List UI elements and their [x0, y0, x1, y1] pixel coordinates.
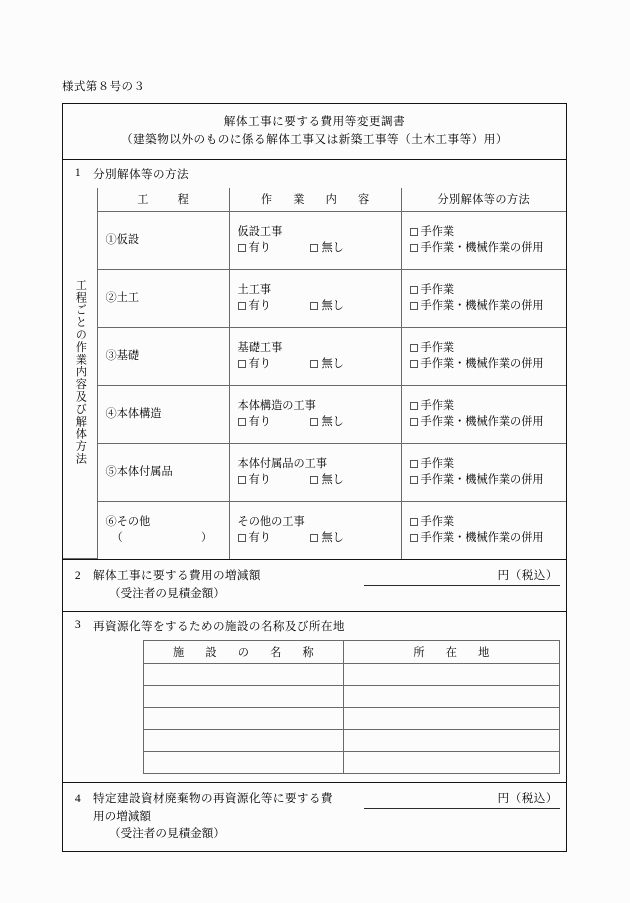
- checkbox-method-combined[interactable]: [410, 414, 567, 431]
- method-combined-label: 手作業・機械作業の併用: [420, 300, 544, 313]
- process-label: ⑤本体付属品: [105, 466, 173, 479]
- method-combined-label: 手作業・機械作業の併用: [420, 474, 544, 487]
- document-subtitle: （建築物以外のものに係る解体工事又は新築工事等（土木工事等）用）: [120, 132, 508, 146]
- checkbox-icon[interactable]: [310, 534, 318, 542]
- checkbox-icon[interactable]: [410, 534, 418, 542]
- table-row: [63, 385, 566, 443]
- section-2: [63, 560, 566, 612]
- checkbox-option-no[interactable]: [310, 298, 343, 315]
- checkbox-icon[interactable]: [410, 344, 418, 352]
- checkbox-option-yes[interactable]: [238, 240, 271, 257]
- facility-location-cell[interactable]: [343, 664, 559, 686]
- checkbox-icon[interactable]: [410, 360, 418, 368]
- checkbox-icon[interactable]: [410, 476, 418, 484]
- section-4-amount-unit: 円（税込）: [497, 792, 558, 806]
- option-yes-label: 有り: [248, 300, 271, 313]
- section-1: [63, 160, 566, 561]
- facility-name-cell[interactable]: [144, 708, 344, 730]
- section-4: [63, 783, 566, 851]
- title-band: [63, 104, 566, 160]
- facility-column-header-location: 所 在 地: [343, 641, 559, 664]
- section-4-title-line1: 特定建設資材廃棄物の再資源化等に要する費: [93, 792, 333, 806]
- process-cell: [97, 443, 229, 501]
- table-row: [63, 501, 566, 559]
- table-row: [144, 686, 560, 708]
- checkbox-icon[interactable]: [410, 518, 418, 526]
- facility-name-cell[interactable]: [144, 730, 344, 752]
- option-yes-label: 有り: [248, 532, 271, 545]
- section-2-subtitle: （受注者の見積金額）: [109, 586, 225, 600]
- section-3-title: 再資源化等をするための施設の名称及び所在地: [93, 620, 345, 634]
- method-cell: [401, 385, 566, 443]
- option-no-label: 無し: [321, 300, 344, 313]
- facility-name-cell[interactable]: [144, 752, 344, 774]
- process-cell: [97, 385, 229, 443]
- facility-table-wrap: [63, 640, 566, 782]
- table-row: [144, 664, 560, 686]
- checkbox-icon[interactable]: [310, 302, 318, 310]
- option-yes-label: 有り: [248, 474, 271, 487]
- checkbox-icon[interactable]: [238, 418, 246, 426]
- checkbox-icon[interactable]: [410, 418, 418, 426]
- checkbox-icon[interactable]: [410, 302, 418, 310]
- checkbox-option-no[interactable]: [310, 414, 343, 431]
- work-label: 本体構造の工事: [237, 399, 316, 412]
- checkbox-method-combined[interactable]: [410, 298, 567, 315]
- work-content-cell: [229, 211, 401, 269]
- demolition-method-table: [63, 188, 566, 560]
- checkbox-icon[interactable]: [238, 302, 246, 310]
- checkbox-icon[interactable]: [310, 418, 318, 426]
- table-row: [144, 708, 560, 730]
- table-row: [63, 211, 566, 269]
- facility-location-cell[interactable]: [343, 686, 559, 708]
- checkbox-method-manual[interactable]: [410, 282, 567, 299]
- process-label: ②土工: [105, 292, 140, 305]
- checkbox-option-no[interactable]: [310, 530, 343, 547]
- method-combined-label: 手作業・機械作業の併用: [420, 358, 544, 371]
- option-no-label: 無し: [321, 242, 344, 255]
- section-1-number: 1: [74, 165, 82, 179]
- checkbox-method-combined[interactable]: [410, 530, 567, 547]
- checkbox-method-combined[interactable]: [410, 472, 567, 489]
- work-label: その他の工事: [237, 515, 305, 528]
- option-yes-label: 有り: [248, 358, 271, 371]
- method-combined-label: 手作業・機械作業の併用: [420, 416, 544, 429]
- checkbox-icon[interactable]: [410, 402, 418, 410]
- checkbox-option-yes[interactable]: [238, 414, 271, 431]
- checkbox-method-manual[interactable]: [410, 514, 567, 531]
- section-4-amount-field[interactable]: [364, 790, 560, 809]
- work-content-cell: [229, 327, 401, 385]
- process-label: ③基礎: [105, 350, 140, 363]
- checkbox-method-manual[interactable]: [410, 224, 567, 241]
- form-frame: [62, 103, 567, 852]
- section-2-title: 解体工事に要する費用の増減額: [93, 569, 261, 583]
- process-cell: [97, 269, 229, 327]
- section-4-row: [63, 790, 566, 842]
- method-cell: [401, 443, 566, 501]
- checkbox-method-combined[interactable]: [410, 240, 567, 257]
- method-manual-label: 手作業: [420, 283, 455, 296]
- section-1-heading: [63, 160, 566, 188]
- option-no-label: 無し: [321, 474, 344, 487]
- work-content-cell: [229, 269, 401, 327]
- method-manual-label: 手作業: [420, 225, 455, 238]
- work-label: 仮設工事: [237, 225, 283, 238]
- checkbox-icon[interactable]: [410, 460, 418, 468]
- facility-location-cell[interactable]: [343, 708, 559, 730]
- section-4-subtitle: （受注者の見積金額）: [109, 827, 225, 840]
- checkbox-option-no[interactable]: [310, 472, 343, 489]
- checkbox-icon[interactable]: [238, 244, 246, 252]
- option-yes-label: 有り: [248, 242, 271, 255]
- option-yes-label: 有り: [248, 416, 271, 429]
- section-3: [63, 612, 566, 783]
- method-manual-label: 手作業: [420, 457, 455, 470]
- process-cell: [97, 327, 229, 385]
- form-number: 様式第８号の３: [62, 81, 146, 93]
- facility-name-cell[interactable]: [144, 686, 344, 708]
- method-manual-label: 手作業: [420, 399, 455, 412]
- checkbox-icon[interactable]: [238, 534, 246, 542]
- table-row: [144, 730, 560, 752]
- section-1-title: 分別解体等の方法: [93, 167, 189, 181]
- method-cell: [401, 269, 566, 327]
- document-title: 解体工事に要する費用等変更調書: [223, 115, 406, 128]
- method-combined-label: 手作業・機械作業の併用: [420, 242, 544, 255]
- checkbox-icon[interactable]: [238, 360, 246, 368]
- method-manual-label: 手作業: [420, 341, 455, 354]
- checkbox-icon[interactable]: [310, 244, 318, 252]
- work-label: 本体付属品の工事: [237, 457, 328, 470]
- section-4-title-line2: 用の増減額: [93, 809, 151, 823]
- facility-name-cell[interactable]: [144, 664, 344, 686]
- checkbox-method-manual[interactable]: [410, 398, 567, 415]
- checkbox-method-manual[interactable]: [410, 456, 567, 473]
- checkbox-option-no[interactable]: [310, 356, 343, 373]
- table-row: [63, 443, 566, 501]
- option-no-label: 無し: [321, 532, 344, 545]
- work-content-cell: [229, 501, 401, 559]
- checkbox-icon[interactable]: [310, 476, 318, 484]
- method-combined-label: 手作業・機械作業の併用: [420, 532, 544, 545]
- checkbox-icon[interactable]: [238, 476, 246, 484]
- section-2-number: 2: [74, 569, 82, 583]
- work-label: 土工事: [237, 283, 272, 296]
- column-header-process: 工 程: [97, 188, 229, 212]
- process-label: ④本体構造: [105, 408, 162, 421]
- section-3-heading: [63, 618, 566, 640]
- checkbox-option-yes[interactable]: [238, 530, 271, 547]
- facility-header-row: [144, 641, 560, 664]
- method-cell: [401, 501, 566, 559]
- work-content-cell: [229, 385, 401, 443]
- option-no-label: 無し: [321, 416, 344, 429]
- facility-column-header-name: 施 設 の 名 称: [144, 641, 344, 664]
- vertical-label-text: 工程ごとの作業内容及び解体方法: [74, 278, 87, 465]
- checkbox-option-yes[interactable]: [238, 298, 271, 315]
- table-row: [63, 269, 566, 327]
- section-3-number: 3: [74, 618, 82, 632]
- process-cell: [97, 501, 229, 559]
- work-label: 基礎工事: [237, 341, 283, 354]
- checkbox-icon[interactable]: [410, 228, 418, 236]
- section-2-amount-field[interactable]: [364, 567, 560, 586]
- facility-location-cell[interactable]: [343, 730, 559, 752]
- section-2-row: [63, 567, 566, 602]
- column-header-method: 分別解体等の方法: [401, 188, 566, 212]
- table-row: [63, 327, 566, 385]
- checkbox-method-manual[interactable]: [410, 340, 567, 357]
- checkbox-method-combined[interactable]: [410, 356, 567, 373]
- section-2-amount-unit: 円（税込）: [497, 569, 558, 583]
- process-blank-paren[interactable]: （ ）: [111, 532, 213, 545]
- process-label: ⑥その他: [105, 516, 151, 529]
- method-manual-label: 手作業: [420, 515, 455, 528]
- checkbox-option-yes[interactable]: [238, 472, 271, 489]
- checkbox-option-no[interactable]: [310, 240, 343, 257]
- method-cell: [401, 327, 566, 385]
- checkbox-icon[interactable]: [310, 360, 318, 368]
- checkbox-option-yes[interactable]: [238, 356, 271, 373]
- process-label: ①仮設: [105, 234, 140, 247]
- vertical-label-cell: [63, 188, 97, 559]
- process-cell: [97, 211, 229, 269]
- checkbox-icon[interactable]: [410, 286, 418, 294]
- option-no-label: 無し: [321, 358, 344, 371]
- table-header-row: [63, 188, 566, 212]
- column-header-work-content: 作 業 内 容: [229, 188, 401, 212]
- table-row: [144, 752, 560, 774]
- section-4-number: 4: [74, 792, 82, 806]
- checkbox-icon[interactable]: [410, 244, 418, 252]
- method-cell: [401, 211, 566, 269]
- facility-table: [143, 640, 560, 774]
- facility-location-cell[interactable]: [343, 752, 559, 774]
- work-content-cell: [229, 443, 401, 501]
